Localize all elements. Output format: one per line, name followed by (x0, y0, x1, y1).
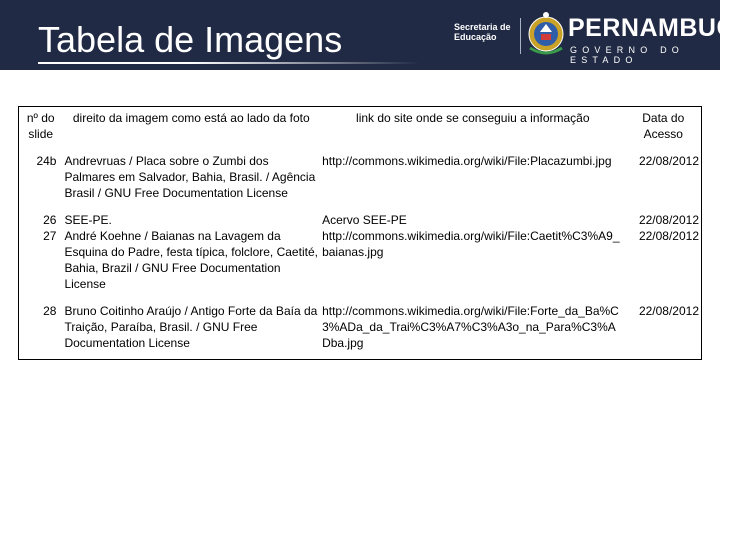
logo-brand: PERNAMBUCO (568, 14, 755, 42)
slide-header (0, 0, 755, 70)
cell-rights: Andrevruas / Placa sobre o Zumbi dos Palmares em Salvador, Bahia, Brasil. / Agência Brasil / GNU Free Documentation License (64, 154, 316, 200)
column-header-rights: direito da imagem como está ao lado da foto (72, 111, 310, 125)
title-underline (38, 62, 420, 64)
cell-slide: 24b (36, 154, 57, 168)
table-row (19, 150, 702, 209)
cell-link: http://commons.wikimedia.org/wiki/File:Forte_da_Ba%C3%ADa_da_Trai%C3%A7%C3%A3o_na_Para%C3%ADba.jpg (322, 304, 619, 350)
cell-slide: 26 27 (43, 213, 57, 243)
cell-date: 22/08/2012 (638, 154, 699, 168)
cell-date: 22/08/2012 22/08/2012 (638, 213, 699, 243)
cell-link: http://commons.wikimedia.org/wiki/File:Placazumbi.jpg (322, 154, 612, 168)
image-rights-table (18, 106, 702, 360)
government-logo (454, 8, 755, 65)
logo-subtitle: GOVERNO DO ESTADO (570, 45, 685, 65)
cell-rights: SEE-PE. André Koehne / Baianas na Lavagem da Esquina do Padre, festa típica, folclore, Caetité, Bahia, Brazil / GNU Free Documentation License (64, 213, 318, 291)
cell-link: Acervo SEE-PE http://commons.wikimedia.org/wiki/File:Caetit%C3%A9_baianas.jpg (322, 213, 620, 259)
logo-separator (520, 18, 521, 54)
slide-title: Tabela de Imagens (38, 19, 343, 60)
table-header-row (19, 107, 702, 151)
column-header-slide: nº do slide (26, 111, 55, 141)
logo-secretaria-text: Secretaria de Educação (454, 22, 511, 42)
column-header-date: Data do Acesso (642, 111, 685, 141)
cell-rights: Bruno Coitinho Araújo / Antigo Forte da Baía da Traição, Paraíba, Brasil. / GNU Free Documentation License (64, 304, 318, 350)
cell-date: 22/08/2012 (638, 304, 699, 318)
column-header-link: link do site onde se conseguiu a informação (356, 111, 590, 125)
table-row (19, 300, 702, 360)
coat-of-arms-icon (526, 10, 566, 60)
cell-slide: 28 (43, 304, 57, 318)
table-row (19, 209, 702, 300)
